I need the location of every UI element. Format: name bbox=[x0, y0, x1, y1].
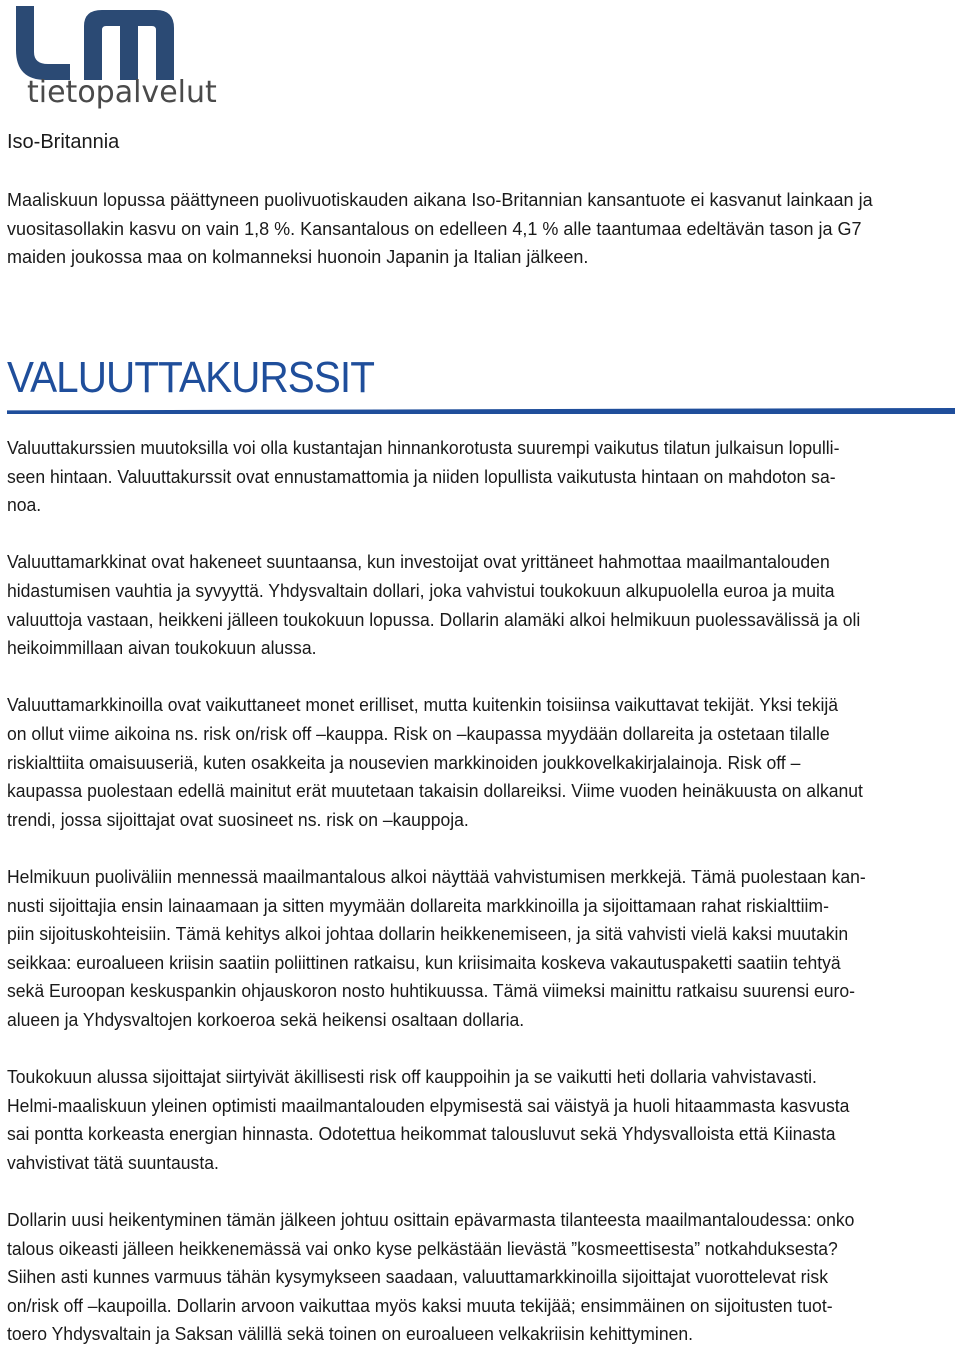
text-line: nusti sijoittajia ensin lainaamaan ja sitten myymään dollareita markkinoilla ja sijoittamaan rahat riskialttiim- bbox=[7, 894, 829, 916]
text-line: sekä Euroopan keskuspankin ohjauskoron nosto huhtikuussa. Tämä viimeksi mainittu ratkaisu suurensi euro- bbox=[7, 980, 856, 1002]
text-line: talous oikeasti jälleen heikkenemässä vai onko kyse pelkästään lievästä ”kosmeettisesta” notkahduksesta? bbox=[7, 1237, 838, 1259]
text-line: Helmi-maaliskuun yleinen optimisti maailmantalouden elpymisestä sai väistyä ja huoli hitaammasta kasvusta bbox=[7, 1094, 850, 1116]
section-heading: VALUUTTAKURSSIT bbox=[7, 353, 375, 402]
fx-body bbox=[7, 434, 955, 1349]
heading-rule bbox=[7, 408, 955, 414]
text-line: Dollarin uusi heikentyminen tämän jälkeen johtuu osittain epävarmasta tilanteesta maailmantaloudessa: onko bbox=[7, 1209, 855, 1231]
paragraph bbox=[7, 548, 955, 662]
lm-logo-mark bbox=[8, 4, 180, 84]
paragraph bbox=[7, 1206, 955, 1349]
paragraph bbox=[7, 691, 955, 834]
text-line: vahvistivat tätä suuntausta. bbox=[7, 1151, 219, 1173]
paragraph bbox=[7, 1063, 955, 1177]
paragraph bbox=[7, 434, 955, 520]
text-line: on ollut viime aikoina ns. risk on/risk off –kauppa. Risk on –kaupassa myydään dollareita ja ostetaan tilalle bbox=[7, 722, 830, 744]
country-heading: Iso-Britannia bbox=[7, 131, 120, 153]
text-line: Siihen asti kunnes varmuus tähän kysymykseen saadaan, valuuttamarkkinoilla sijoittajat vuorottelevat risk bbox=[7, 1266, 829, 1288]
publisher-logo bbox=[8, 4, 217, 112]
text-line: riskialttiita omaisuuseriä, kuten osakkeita ja nousevien markkinoiden joukkovelkakirjalainoja. Risk off – bbox=[7, 751, 801, 773]
text-line: Valuuttamarkkinat ovat hakeneet suuntaansa, kun investoijat ovat yrittäneet hahmottaa maailmantalouden bbox=[7, 551, 830, 573]
text-line: seikkaa: euroalueen kriisin saatiin poliittinen ratkaisu, kun kriisimaita koskeva vakautuspaketti saatiin tehtyä bbox=[7, 951, 841, 973]
text-line: seen hintaan. Valuuttakurssit ovat ennustamattomia ja niiden lopullista vaikutusta hintaan on mahdoton sa- bbox=[7, 465, 836, 487]
text-line: Maaliskuun lopussa päättyneen puolivuotiskauden aikana Iso-Britannian kansantuote ei kasvanut lainkaan ja bbox=[7, 190, 873, 210]
text-line: trendi, jossa sijoittajat ovat suosineet ns. risk on –kauppoja. bbox=[7, 808, 469, 830]
text-line: vuositasollakin kasvu on vain 1,8 %. Kansantalous on edelleen 4,1 % alle taantumaa edeltävän tason ja G7 bbox=[7, 218, 862, 239]
uk-paragraph bbox=[7, 186, 955, 272]
text-line: piin sijoituskohteisiin. Tämä kehitys alkoi johtaa dollarin heikkenemiseen, ja sitä vahvisti vielä kaksi muutakin bbox=[7, 923, 849, 945]
text-line: Valuuttakurssien muutoksilla voi olla kustantajan hinnankorotusta suurempi vaikutus tilatun julkaisun lopulli- bbox=[7, 437, 840, 458]
text-line: valuuttoja vastaan, heikkeni jälleen toukokuun lopussa. Dollarin alamäki alkoi helmikuun puolessavälissä ja oli bbox=[7, 608, 861, 630]
uk-text bbox=[7, 186, 955, 272]
text-line: maiden joukossa maa on kolmanneksi huonoin Japanin ja Italian jälkeen. bbox=[7, 247, 589, 268]
text-line: kaupassa puolestaan edellä mainitut erät muutetaan takaisin dollareiksi. Viime vuoden heinäkuusta on alkanut bbox=[7, 780, 863, 802]
text-line: on/risk off –kaupoilla. Dollarin arvoon vaikuttaa myös kaksi muuta tekijää; ensimmäinen on sijoitusten tuot- bbox=[7, 1294, 833, 1316]
text-line: hidastumisen vauhtia ja syvyyttä. Yhdysvaltain dollari, joka vahvistui toukokuun alkupuolella euroa ja muita bbox=[7, 579, 835, 601]
text-line: toero Yhdysvaltain ja Saksan välillä sekä toinen on euroalueen velkakriisin kehittyminen. bbox=[7, 1323, 694, 1345]
text-line: alueen ja Yhdysvaltojen korkoeroa sekä heikensi osaltaan dollaria. bbox=[7, 1008, 525, 1030]
text-line: Toukokuun alussa sijoittajat siirtyivät äkillisesti risk off kauppoihin ja se vaikutti heti dollaria vahvistavasti. bbox=[7, 1066, 817, 1088]
paragraph bbox=[7, 863, 955, 1035]
text-line: heikoimmillaan aivan toukokuun alussa. bbox=[7, 637, 317, 659]
text-line: sai pontta korkeasta energian hinnasta. Odotettua heikommat talousluvut sekä Yhdysvalloista että Kiinasta bbox=[7, 1123, 836, 1145]
text-line: noa. bbox=[7, 494, 42, 516]
logo-tagline: tietopalvelut bbox=[27, 75, 217, 110]
text-line: Helmikuun puoliväliin mennessä maailmantalous alkoi näyttää vahvistumisen merkkejä. Tämä puolestaan kan- bbox=[7, 865, 866, 887]
text-line: Valuuttamarkkinoilla ovat vaikuttaneet monet erilliset, mutta kuitenkin toisiinsa vaikuttavat tekijät. Yksi tekijä bbox=[7, 694, 839, 716]
